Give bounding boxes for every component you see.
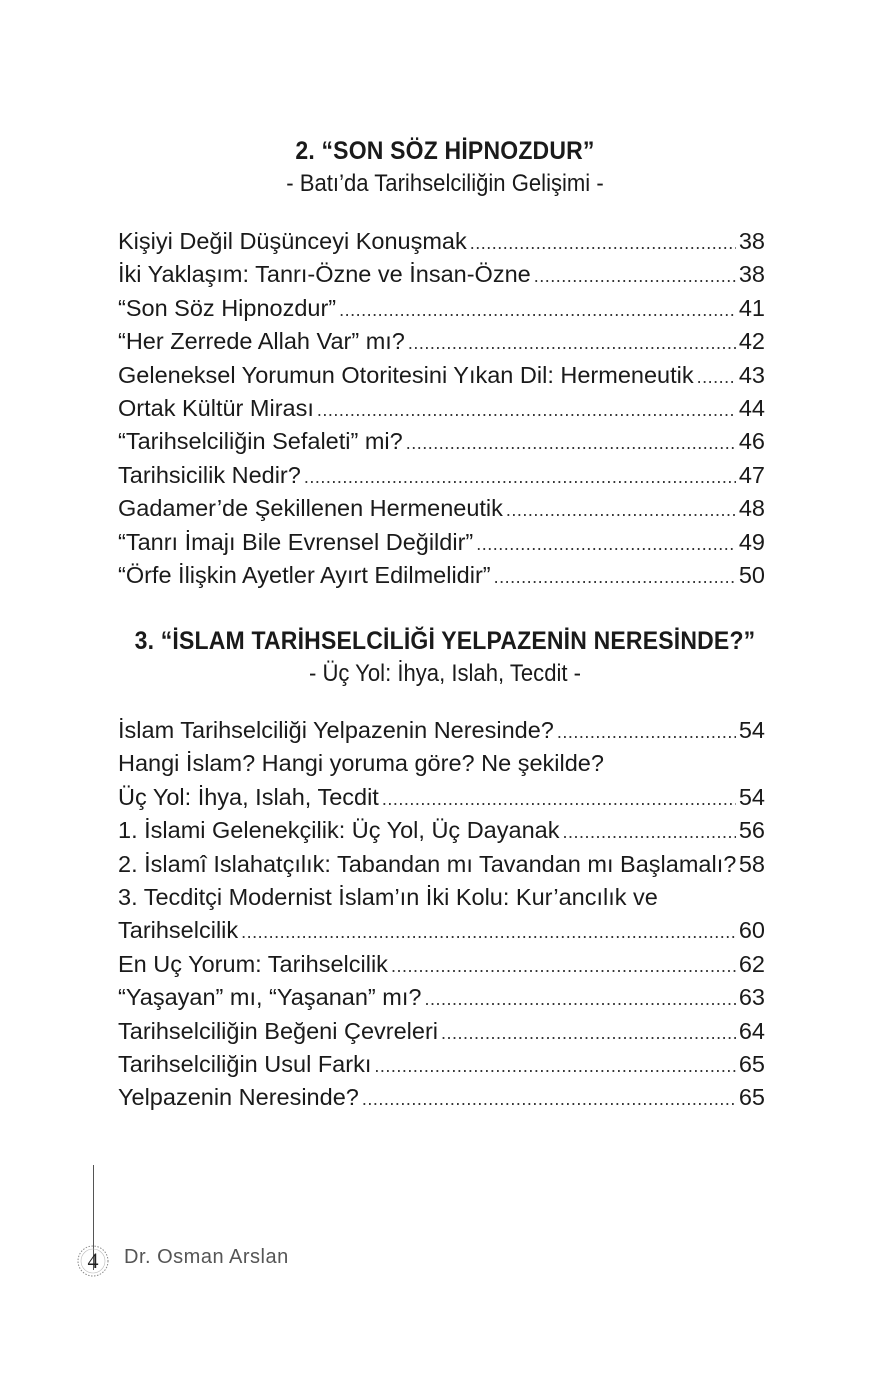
dot-leader xyxy=(494,567,736,588)
toc-entry-title: 3. Tecditçi Modernist İslam’ın İki Kolu: Kur’ancılık ve xyxy=(118,883,658,910)
toc-entry-title: Tarihselciliğin Beğeni Çevreleri xyxy=(118,1017,439,1044)
toc-entry[interactable] xyxy=(118,817,765,850)
section-heading: 3. “İSLAM TARİHSELCİLİĞİ YELPAZENİN NERESİNDE?” xyxy=(134,627,756,655)
toc-entry[interactable] xyxy=(118,495,765,528)
toc-entry[interactable] xyxy=(118,428,765,461)
toc-entry[interactable] xyxy=(118,362,765,395)
dot-leader xyxy=(557,722,736,743)
toc-entry-title: En Uç Yorum: Tarihselcilik xyxy=(118,950,388,977)
toc-entry[interactable] xyxy=(118,851,765,884)
toc-entry-page: 46 xyxy=(738,428,765,455)
toc-entry-page: 60 xyxy=(738,917,765,944)
toc-entry[interactable] xyxy=(118,562,765,595)
toc-list-section-3 xyxy=(118,717,765,1118)
dot-leader xyxy=(374,1056,736,1077)
toc-entry-title: Kişiyi Değil Düşünceyi Konuşmak xyxy=(118,228,467,254)
toc-entry-page: 38 xyxy=(738,261,765,288)
toc-entry-page: 65 xyxy=(738,1084,765,1111)
toc-entry-title: “Örfe İlişkin Ayetler Ayırt Edilmelidir” xyxy=(118,561,491,588)
toc-entry[interactable] xyxy=(118,1084,765,1117)
toc-entry-title: Yelpazenin Neresinde? xyxy=(118,1084,359,1111)
toc-entry[interactable] xyxy=(118,328,765,361)
toc-entry-title: Gadamer’de Şekillenen Hermeneutik xyxy=(118,495,503,522)
toc-entry-page: 49 xyxy=(738,528,765,555)
toc-entry[interactable] xyxy=(118,784,765,817)
toc-entry-page: 64 xyxy=(738,1017,765,1044)
dot-leader xyxy=(424,989,735,1010)
toc-entry-page: 58 xyxy=(738,850,765,877)
dot-leader xyxy=(534,266,736,287)
toc-entry[interactable] xyxy=(118,529,765,562)
toc-entry-title: “Her Zerrede Allah Var” mı? xyxy=(118,328,405,355)
section-subheading: - Batı’da Tarihselciliğin Gelişimi - xyxy=(286,170,604,197)
toc-entry-page: 41 xyxy=(738,294,765,321)
toc-entry[interactable] xyxy=(118,1018,765,1051)
dot-leader xyxy=(382,789,736,810)
toc-entry-title: “Son Söz Hipnozdur” xyxy=(118,294,337,321)
toc-entry-title: Hangi İslam? Hangi yoruma göre? Ne şekilde? xyxy=(118,750,604,777)
toc-entry-title: 2. İslamî Islahatçılık: Tabandan mı Tavandan mı Başlamalı? xyxy=(118,850,737,877)
dot-leader xyxy=(470,233,736,254)
toc-entry-page: 56 xyxy=(738,817,765,844)
toc-entry-page: 65 xyxy=(738,1050,765,1077)
dot-leader xyxy=(697,367,736,388)
toc-entry-page: 54 xyxy=(738,717,765,743)
section-subheading: - Üç Yol: İhya, Islah, Tecdit - xyxy=(308,660,582,687)
toc-entry-title: “Tarihselciliğin Sefaleti” mi? xyxy=(118,428,403,455)
toc-entry[interactable] xyxy=(118,984,765,1017)
toc-entry-title: Üç Yol: İhya, Islah, Tecdit xyxy=(118,783,379,810)
toc-entry[interactable] xyxy=(118,462,765,495)
toc-entry[interactable] xyxy=(118,261,765,294)
toc-entry[interactable] xyxy=(118,228,765,261)
dot-leader xyxy=(506,500,736,521)
dot-leader xyxy=(476,534,736,555)
toc-entry-page: 50 xyxy=(738,561,765,588)
dot-leader xyxy=(317,400,736,421)
toc-list-section-2 xyxy=(118,228,765,595)
toc-entry-title: Tarihselciliğin Usul Farkı xyxy=(118,1050,372,1077)
toc-entry[interactable] xyxy=(118,395,765,428)
toc-entry-page: 63 xyxy=(738,984,765,1011)
toc-entry-page: 42 xyxy=(738,328,765,355)
toc-entry-title: 1. İslami Gelenekçilik: Üç Yol, Üç Dayanak xyxy=(118,817,560,844)
dot-leader xyxy=(362,1089,736,1110)
toc-entry[interactable] xyxy=(118,951,765,984)
toc-entry-page: 48 xyxy=(738,495,765,522)
dot-leader xyxy=(241,922,736,943)
toc-entry[interactable] xyxy=(118,1051,765,1084)
toc-entry-title: Ortak Kültür Mirası xyxy=(118,394,314,421)
toc-entry-title: İki Yaklaşım: Tanrı-Özne ve İnsan-Özne xyxy=(118,261,531,288)
toc-entry[interactable] xyxy=(118,717,765,750)
toc-entry[interactable] xyxy=(118,917,765,950)
toc-entry-page: 47 xyxy=(738,461,765,488)
toc-entry-title: Geleneksel Yorumun Otoritesini Yıkan Dil: Hermeneutik xyxy=(118,361,694,388)
footer-author: Dr. Osman Arslan xyxy=(124,1246,289,1268)
toc-entry[interactable] xyxy=(118,884,765,917)
toc-entry-title: İslam Tarihselciliği Yelpazenin Neresinde? xyxy=(118,717,554,743)
toc-entry-page: 62 xyxy=(738,950,765,977)
dot-leader xyxy=(441,1023,736,1044)
toc-entry-page: 43 xyxy=(738,361,765,388)
toc-entry-page: 44 xyxy=(738,394,765,421)
toc-entry-page: 38 xyxy=(738,228,765,254)
dot-leader xyxy=(562,822,735,843)
section-heading: 2. “SON SÖZ HİPNOZDUR” xyxy=(295,137,595,165)
toc-entry-title: “Yaşayan” mı, “Yaşanan” mı? xyxy=(118,984,422,1011)
toc-entry[interactable] xyxy=(118,295,765,328)
page-number: 4 xyxy=(87,1248,99,1273)
section-3 xyxy=(0,627,890,688)
dot-leader xyxy=(391,956,736,977)
toc-entry[interactable] xyxy=(118,750,765,783)
dot-leader xyxy=(406,433,736,454)
toc-entry-page: 54 xyxy=(738,783,765,810)
toc-entry-title: Tarihsicilik Nedir? xyxy=(118,461,301,488)
section-2 xyxy=(0,137,890,198)
toc-entry-title: “Tanrı İmajı Bile Evrensel Değildir” xyxy=(118,528,474,555)
dot-leader xyxy=(304,467,736,488)
toc-entry-title: Tarihselcilik xyxy=(118,917,239,944)
dot-leader xyxy=(408,333,736,354)
dot-leader xyxy=(339,300,736,321)
